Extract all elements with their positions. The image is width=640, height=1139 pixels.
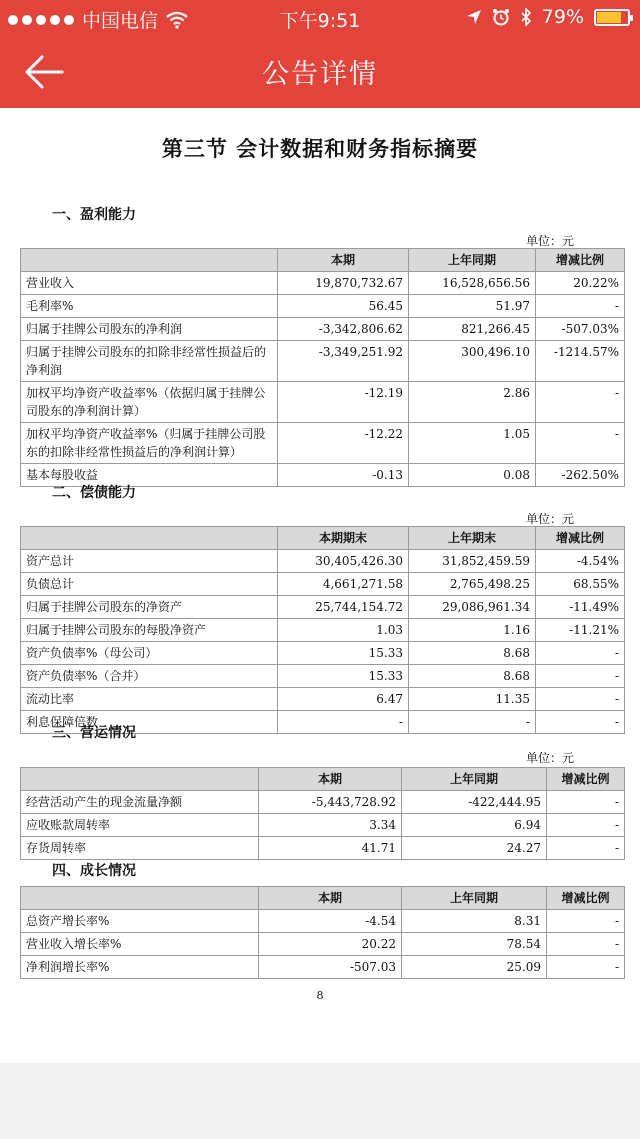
battery-percent: 79% [541,6,584,28]
column-header: 增减比例 [536,249,625,272]
alarm-clock-icon [492,8,510,26]
value-cell: -5,443,728.92 [259,791,402,814]
value-cell: 29,086,961.34 [409,596,536,619]
table-header-row [21,527,625,550]
section-heading: 四、成长情况 [52,863,136,879]
value-cell: - [547,814,625,837]
row-label: 归属于挂牌公司股东的净利润 [21,318,278,341]
value-cell: 0.08 [409,464,536,487]
row-label: 归属于挂牌公司股东的每股净资产 [21,619,278,642]
status-bar [0,0,640,36]
table-row [21,619,625,642]
column-header: 上年同期 [402,768,547,791]
value-cell: 8.68 [409,665,536,688]
table-row [21,318,625,341]
value-cell: - [536,711,625,734]
value-cell: 78.54 [402,933,547,956]
value-cell: -422,444.95 [402,791,547,814]
row-label: 营业收入增长率% [21,933,259,956]
value-cell: - [278,711,409,734]
table-row [21,910,625,933]
value-cell: -3,349,251.92 [278,341,409,382]
value-cell: 30,405,426.30 [278,550,409,573]
column-header: 增减比例 [547,887,625,910]
column-header: 上年同期 [402,887,547,910]
value-cell: 24.27 [402,837,547,860]
value-cell: -0.13 [278,464,409,487]
financial-table [20,767,625,860]
table-row [21,665,625,688]
value-cell: -507.03 [259,956,402,979]
row-label: 归属于挂牌公司股东的净资产 [21,596,278,619]
value-cell: 1.16 [409,619,536,642]
row-label: 资产负债率%（母公司） [21,642,278,665]
value-cell: -507.03% [536,318,625,341]
value-cell: 8.31 [402,910,547,933]
table-header-row [21,249,625,272]
row-label: 加权平均净资产收益率%（依据归属于挂牌公司股东的净利润计算） [21,382,278,423]
table-row [21,814,625,837]
column-header: 上年同期 [409,249,536,272]
column-header: 本期 [259,768,402,791]
column-header [21,768,259,791]
row-label: 总资产增长率% [21,910,259,933]
unit-label: 单位：元 [525,751,574,765]
row-label: 应收账款周转率 [21,814,259,837]
value-cell: 16,528,656.56 [409,272,536,295]
row-label: 资产负债率%（合并） [21,665,278,688]
value-cell: 6.47 [278,688,409,711]
value-cell: 51.97 [409,295,536,318]
value-cell: - [536,295,625,318]
bottom-area [0,1063,640,1139]
value-cell: 1.03 [278,619,409,642]
value-cell: - [536,382,625,423]
value-cell: - [536,688,625,711]
value-cell: - [547,837,625,860]
value-cell: 11.35 [409,688,536,711]
table-row [21,573,625,596]
value-cell: - [547,933,625,956]
financial-table [20,886,625,979]
column-header: 上年期末 [409,527,536,550]
value-cell: 25,744,154.72 [278,596,409,619]
value-cell: -4.54 [259,910,402,933]
value-cell: 1.05 [409,423,536,464]
row-label: 归属于挂牌公司股东的扣除非经常性损益后的净利润 [21,341,278,382]
bluetooth-icon [520,8,532,26]
value-cell: - [409,711,536,734]
value-cell: -3,342,806.62 [278,318,409,341]
row-label: 流动比率 [21,688,278,711]
table-row [21,550,625,573]
nav-bar [0,36,640,108]
value-cell: 41.71 [259,837,402,860]
value-cell: 31,852,459.59 [409,550,536,573]
row-label: 经营活动产生的现金流量净额 [21,791,259,814]
financial-table [20,248,625,487]
row-label: 加权平均净资产收益率%（归属于挂牌公司股东的扣除非经常性损益后的净利润计算） [21,423,278,464]
announcement-document [0,108,640,1063]
column-header: 增减比例 [547,768,625,791]
value-cell: 300,496.10 [409,341,536,382]
row-label: 净利润增长率% [21,956,259,979]
section-heading: 二、偿债能力 [52,485,136,501]
value-cell: 56.45 [278,295,409,318]
table-row [21,688,625,711]
value-cell: 2.86 [409,382,536,423]
carrier-label: 中国电信 [82,10,159,32]
value-cell: 20.22% [536,272,625,295]
table-row [21,295,625,318]
value-cell: -11.21% [536,619,625,642]
value-cell: 3.34 [259,814,402,837]
section-heading: 一、盈利能力 [52,207,136,223]
value-cell: - [547,791,625,814]
value-cell: -11.49% [536,596,625,619]
table-row [21,956,625,979]
value-cell: 821,266.45 [409,318,536,341]
table-row [21,382,625,423]
value-cell: - [547,910,625,933]
unit-label: 单位：元 [525,234,574,248]
row-label: 利息保障倍数 [21,711,278,734]
column-header [21,527,278,550]
page-number: 8 [316,989,324,1002]
column-header: 增减比例 [536,527,625,550]
value-cell: 4,661,271.58 [278,573,409,596]
value-cell: -1214.57% [536,341,625,382]
table-row [21,341,625,382]
column-header: 本期 [278,249,409,272]
table-header-row [21,887,625,910]
value-cell: 25.09 [402,956,547,979]
table-row [21,596,625,619]
value-cell: 20.22 [259,933,402,956]
value-cell: 6.94 [402,814,547,837]
value-cell: - [536,665,625,688]
clock: 下午9:51 [279,10,361,32]
value-cell: 15.33 [278,665,409,688]
row-label: 资产总计 [21,550,278,573]
value-cell: 15.33 [278,642,409,665]
row-label: 负债总计 [21,573,278,596]
table-row [21,791,625,814]
table-row [21,272,625,295]
column-header: 本期 [259,887,402,910]
value-cell: 2,765,498.25 [409,573,536,596]
section-heading: 三、营运情况 [52,725,136,741]
column-header [21,887,259,910]
column-header [21,249,278,272]
value-cell: 19,870,732.67 [278,272,409,295]
value-cell: - [547,956,625,979]
table-row [21,933,625,956]
row-label: 基本每股收益 [21,464,278,487]
value-cell: -12.22 [278,423,409,464]
table-row [21,423,625,464]
value-cell: -262.50% [536,464,625,487]
battery-icon [594,9,630,26]
value-cell: - [536,642,625,665]
nav-title: 公告详情 [262,59,378,90]
row-label: 存货周转率 [21,837,259,860]
value-cell: -4.54% [536,550,625,573]
value-cell: - [536,423,625,464]
table-row [21,642,625,665]
row-label: 营业收入 [21,272,278,295]
value-cell: -12.19 [278,382,409,423]
value-cell: 68.55% [536,573,625,596]
row-label: 毛利率% [21,295,278,318]
table-header-row [21,768,625,791]
unit-label: 单位：元 [525,512,574,526]
document-title: 第三节 会计数据和财务指标摘要 [161,136,479,161]
location-arrow-icon [466,9,482,25]
value-cell: 8.68 [409,642,536,665]
column-header: 本期期末 [278,527,409,550]
financial-table [20,526,625,734]
table-row [21,837,625,860]
